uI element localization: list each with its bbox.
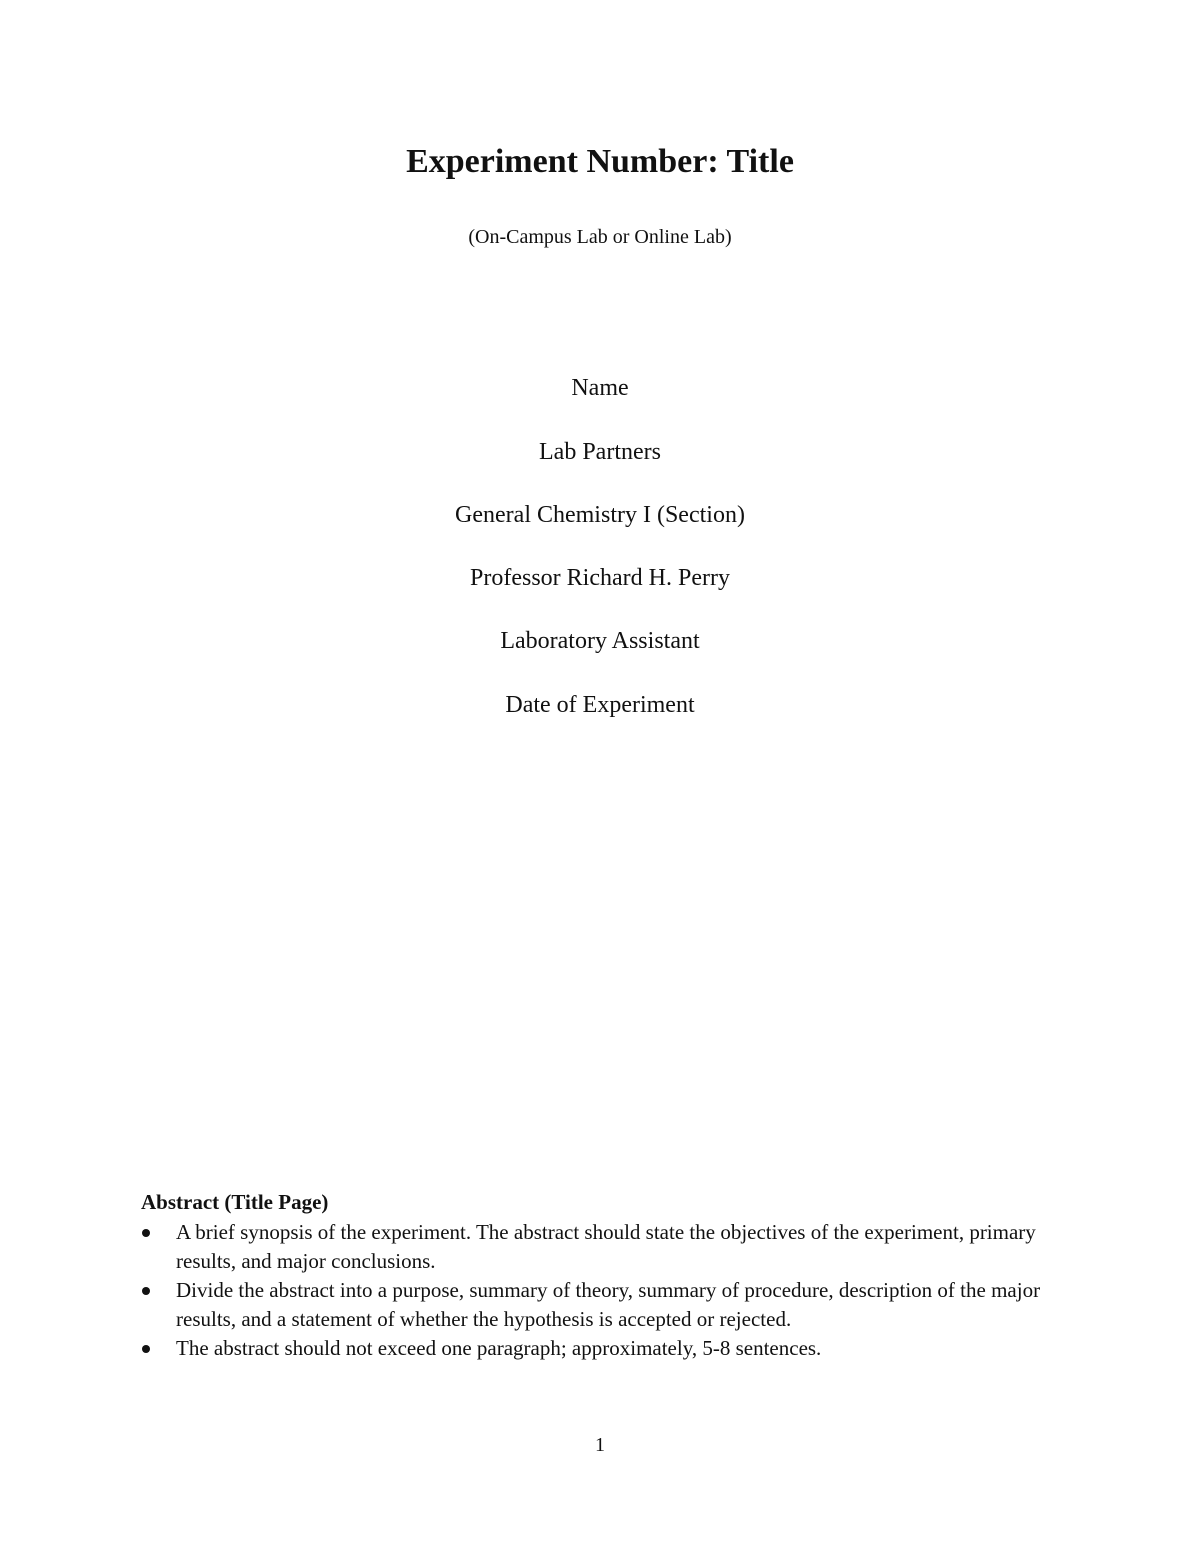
list-item-text: A brief synopsis of the experiment. The abstract should state the objectives of the experiment, primary results, and major conclusions. bbox=[176, 1220, 1036, 1273]
name-line: Name bbox=[571, 375, 629, 401]
list-item bbox=[141, 1218, 1071, 1276]
lab-assistant-line: Laboratory Assistant bbox=[500, 628, 700, 654]
course-section-line: General Chemistry I (Section) bbox=[455, 502, 745, 528]
abstract-list bbox=[141, 1218, 1071, 1363]
page-title: Experiment Number: Title bbox=[406, 143, 794, 180]
bullet-icon bbox=[142, 1345, 150, 1353]
list-item-text: Divide the abstract into a purpose, summary of theory, summary of procedure, description of the major results, and a statement of whether the hypothesis is accepted or rejected. bbox=[176, 1278, 1041, 1331]
page-number: 1 bbox=[595, 1434, 605, 1456]
bullet-icon bbox=[142, 1229, 150, 1237]
list-item bbox=[141, 1276, 1071, 1334]
list-item-text: The abstract should not exceed one paragraph; approximately, 5-8 sentences. bbox=[176, 1336, 822, 1360]
professor-line: Professor Richard H. Perry bbox=[470, 565, 730, 591]
experiment-date-line: Date of Experiment bbox=[505, 692, 695, 718]
bullet-icon bbox=[142, 1287, 150, 1295]
abstract-heading: Abstract (Title Page) bbox=[141, 1190, 329, 1214]
abstract-section bbox=[141, 1188, 1071, 1363]
lab-partners-line: Lab Partners bbox=[539, 439, 661, 465]
list-item bbox=[141, 1334, 1071, 1363]
lab-type-subtitle: (On-Campus Lab or Online Lab) bbox=[468, 226, 732, 248]
